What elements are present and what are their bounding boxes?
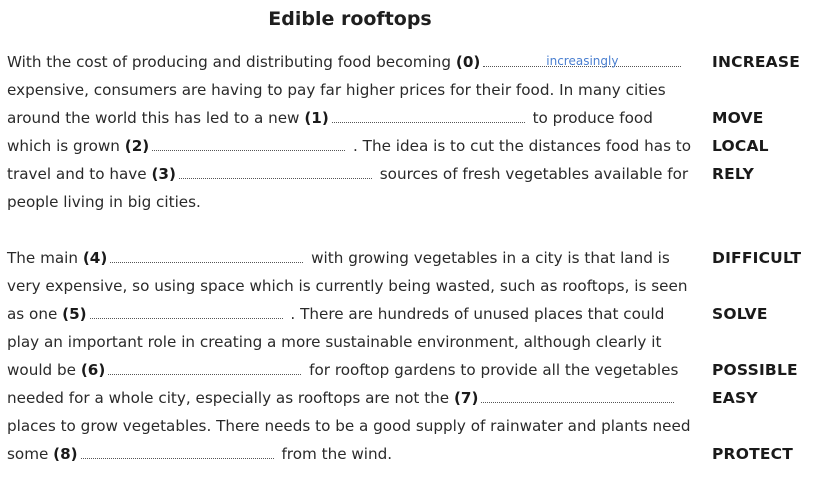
sentence-text: as one	[7, 305, 63, 323]
sentence-text: would be	[7, 361, 81, 379]
stem-word-4: DIFFICULT	[712, 249, 802, 267]
sentence-text: from the wind.	[276, 445, 393, 463]
text-line	[7, 104, 653, 132]
text-line	[7, 132, 691, 160]
gap-number: (0)	[455, 53, 481, 71]
text-line	[7, 160, 688, 188]
gap-1-field[interactable]	[332, 108, 525, 123]
gap-number: (6)	[80, 361, 106, 379]
gap-3-field[interactable]	[179, 164, 372, 179]
text-line: expensive, consumers are having to pay far higher prices for their food. In many cities	[7, 81, 666, 99]
sentence-text: The main	[7, 249, 83, 267]
page-title: Edible rooftops	[268, 8, 432, 30]
gap-number: (1)	[304, 109, 329, 127]
sentence-text: . The idea is to cut the distances food has to	[348, 137, 692, 155]
sentence-text: which is grown	[7, 137, 125, 155]
gap-number: (4)	[82, 249, 108, 267]
text-line	[7, 440, 392, 468]
stem-word-8: PROTECT	[712, 445, 793, 463]
sentence-text: for rooftop gardens to provide all the vegetables	[304, 361, 679, 379]
gap-6-field[interactable]	[108, 360, 301, 375]
gap-7-field[interactable]	[481, 388, 674, 403]
gap-number: (7)	[453, 389, 479, 407]
text-line: places to grow vegetables. There needs to be a good supply of rainwater and plants need	[7, 417, 691, 435]
stem-word-5: SOLVE	[712, 305, 768, 323]
text-line	[7, 244, 670, 272]
text-line: people living in big cities.	[7, 193, 201, 211]
text-line	[7, 356, 678, 384]
sentence-text: some	[7, 445, 54, 463]
sentence-text: travel and to have	[7, 165, 152, 183]
gap-8-field[interactable]	[81, 444, 274, 459]
sentence-text: to produce food	[527, 109, 653, 127]
gap-number: (5)	[62, 305, 87, 323]
text-line: play an important role in creating a more sustainable environment, although clearly it	[7, 333, 662, 351]
gap-number: (2)	[124, 137, 150, 155]
gap-number: (8)	[53, 445, 78, 463]
stem-word-1: MOVE	[712, 109, 764, 127]
example-answer: increasingly	[546, 54, 619, 68]
stem-word-3: RELY	[712, 165, 755, 183]
sentence-text: with growing vegetables in a city is that land is	[306, 249, 670, 267]
gap-number: (3)	[151, 165, 176, 183]
stem-word-0: INCREASE	[712, 53, 800, 71]
stem-word-7: EASY	[712, 389, 758, 407]
text-line	[7, 300, 664, 328]
gap-4-field[interactable]	[110, 248, 303, 263]
stem-word-6: POSSIBLE	[712, 361, 798, 379]
gap-2-field[interactable]	[152, 136, 345, 151]
gap-5-field[interactable]	[90, 304, 283, 319]
gap-0-field[interactable]	[483, 52, 681, 67]
stem-word-2: LOCAL	[712, 137, 769, 155]
sentence-text: . There are hundreds of unused places that could	[285, 305, 665, 323]
sentence-text: around the world this has led to a new	[7, 109, 305, 127]
text-line	[7, 48, 684, 76]
text-line	[7, 384, 677, 412]
sentence-text: With the cost of producing and distributing food becoming	[7, 53, 456, 71]
sentence-text: needed for a whole city, especially as rooftops are not the	[7, 389, 454, 407]
text-line: very expensive, so using space which is currently being wasted, such as rooftops, is seen	[7, 277, 688, 295]
sentence-text: sources of fresh vegetables available for	[374, 165, 689, 183]
